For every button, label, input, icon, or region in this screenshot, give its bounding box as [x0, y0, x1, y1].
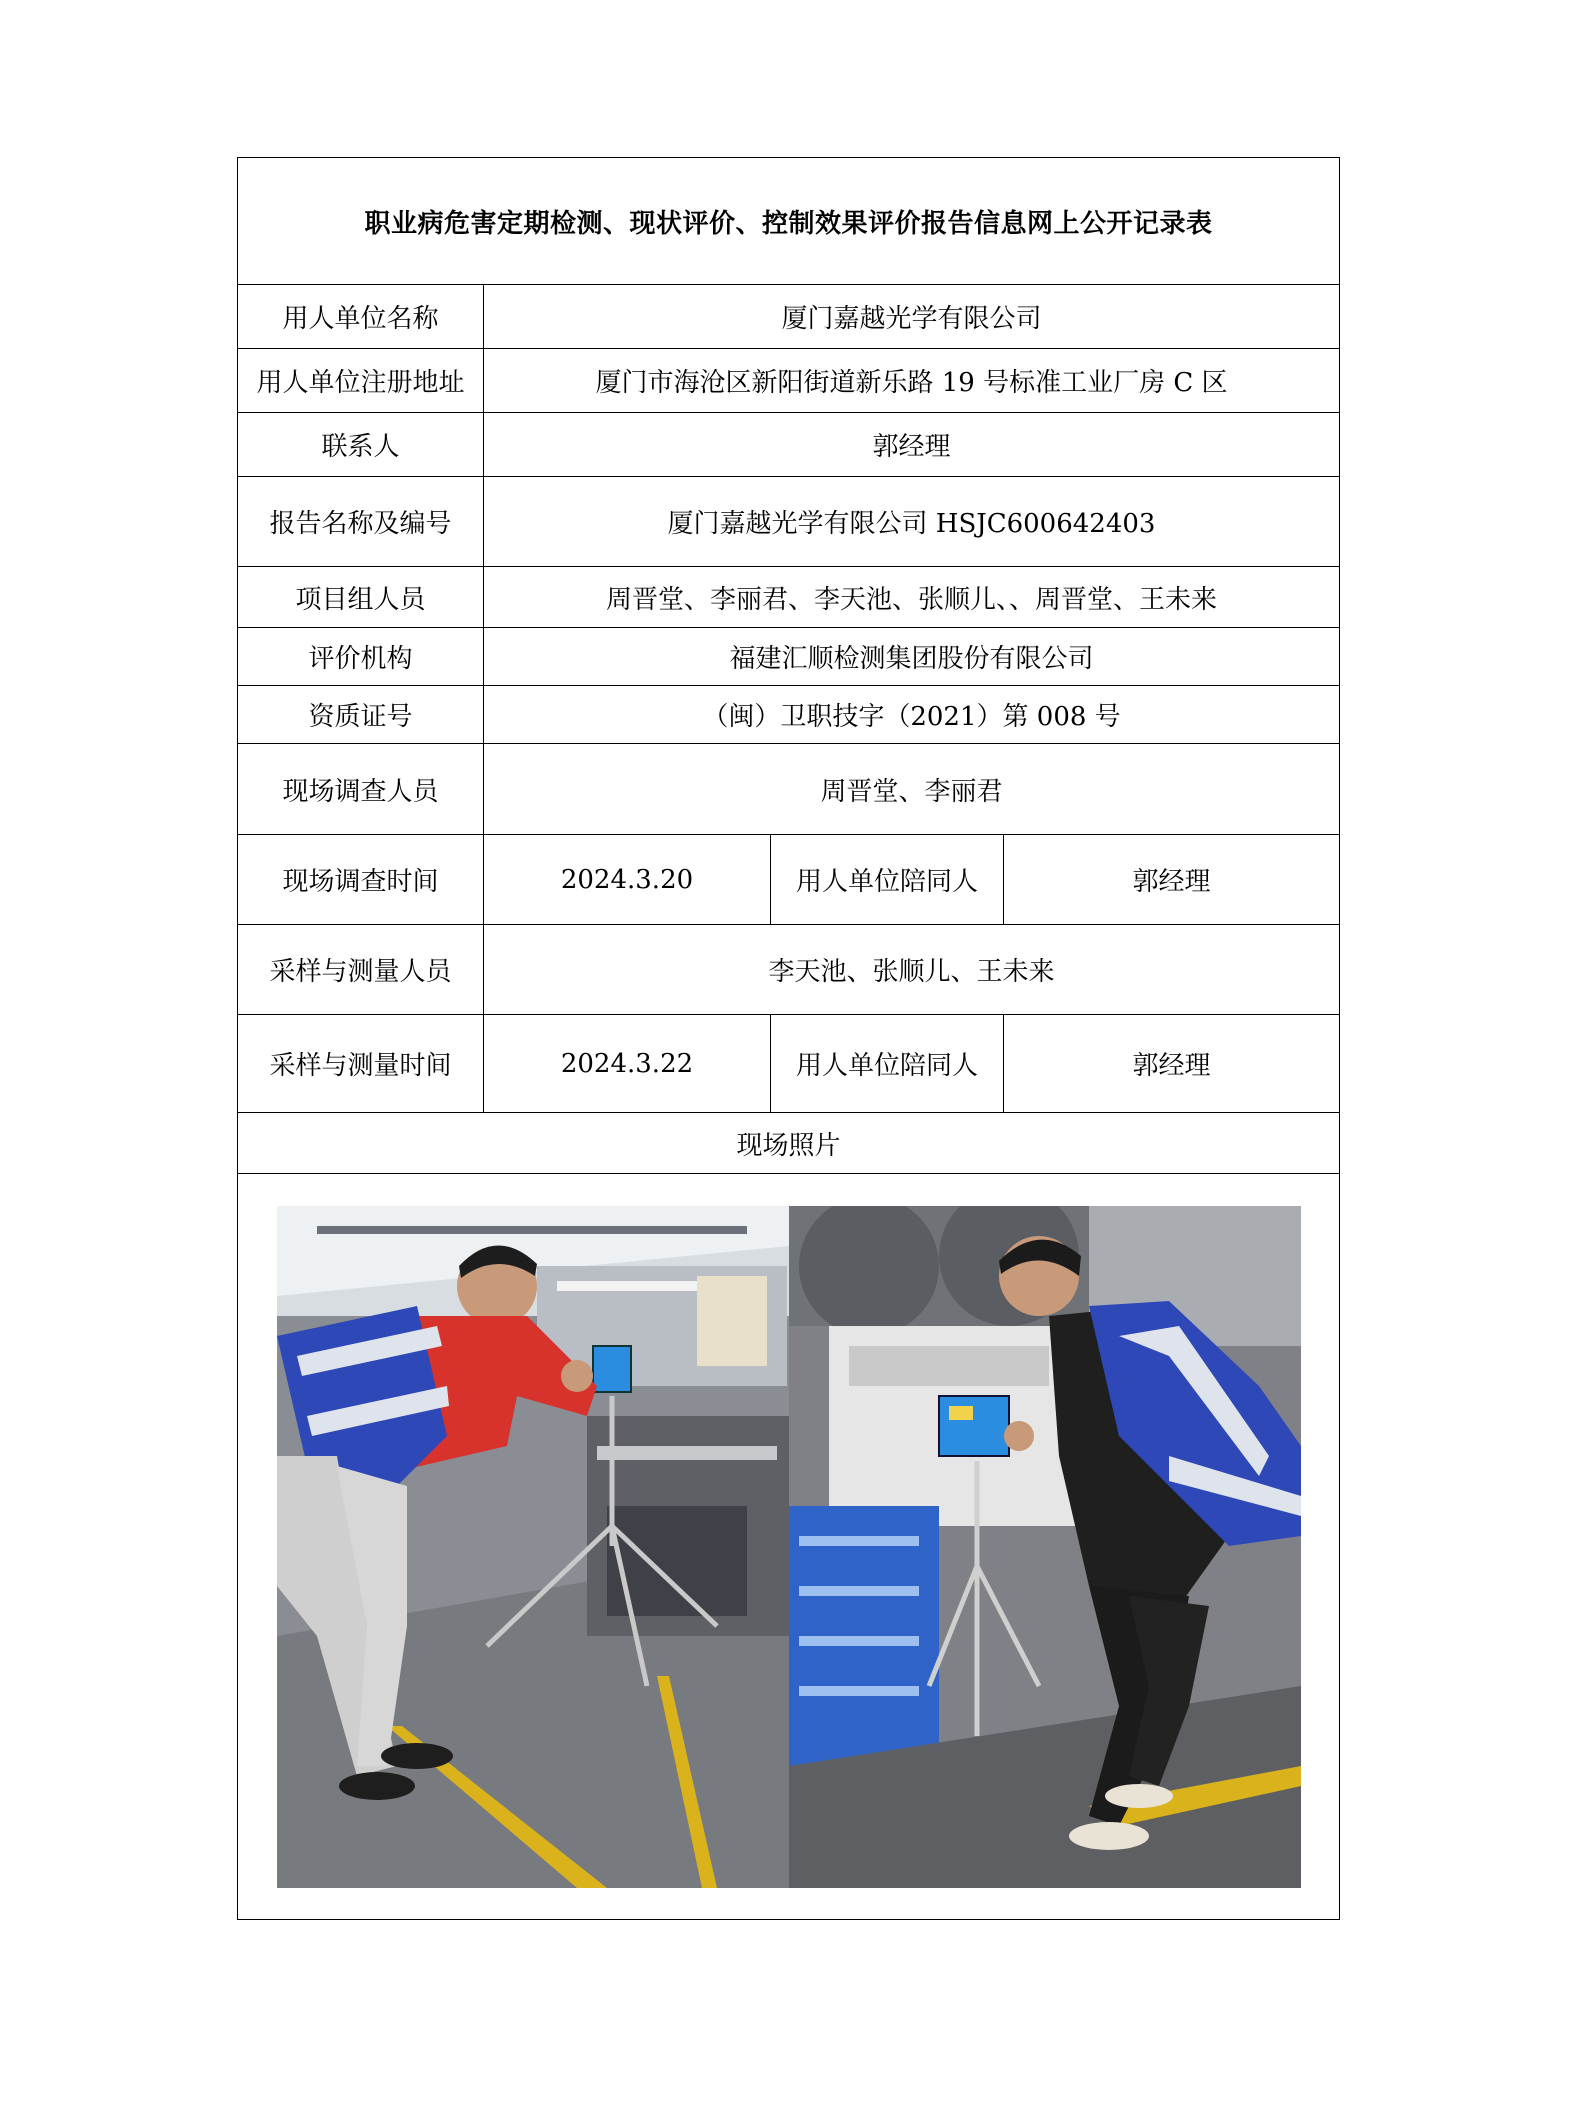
- record-form: [237, 157, 1339, 1920]
- survey-time-value: 2024.3.20: [484, 835, 771, 925]
- team-label: 项目组人员: [238, 567, 484, 628]
- site-photo-survey: [277, 1206, 789, 1888]
- license-label: 资质证号: [238, 686, 484, 744]
- agency-value: 福建汇顺检测集团股份有限公司: [484, 628, 1340, 686]
- photos-cell: [238, 1174, 1340, 1920]
- contact-value: 郭经理: [484, 413, 1340, 477]
- employer-name-value: 厦门嘉越光学有限公司: [484, 285, 1340, 349]
- sampling-companion-label: 用人单位陪同人: [771, 1015, 1004, 1113]
- site-photos: [277, 1206, 1301, 1888]
- sampling-staff-value: 李天池、张顺儿、王未来: [484, 925, 1340, 1015]
- sampling-time-value: 2024.3.22: [484, 1015, 771, 1113]
- photos-label: 现场照片: [238, 1113, 1340, 1174]
- license-value: （闽）卫职技字（2021）第 008 号: [484, 686, 1340, 744]
- contact-label: 联系人: [238, 413, 484, 477]
- employer-address-value: 厦门市海沧区新阳街道新乐路 19 号标准工业厂房 C 区: [484, 349, 1340, 413]
- form-title: 职业病危害定期检测、现状评价、控制效果评价报告信息网上公开记录表: [238, 158, 1340, 285]
- sampling-companion-value: 郭经理: [1004, 1015, 1340, 1113]
- survey-staff-value: 周晋堂、李丽君: [484, 744, 1340, 835]
- employer-address-label: 用人单位注册地址: [238, 349, 484, 413]
- survey-companion-label: 用人单位陪同人: [771, 835, 1004, 925]
- survey-companion-value: 郭经理: [1004, 835, 1340, 925]
- employer-name-label: 用人单位名称: [238, 285, 484, 349]
- report-value: 厦门嘉越光学有限公司 HSJC600642403: [484, 477, 1340, 567]
- survey-time-label: 现场调查时间: [238, 835, 484, 925]
- team-value: 周晋堂、李丽君、李天池、张顺儿、、周晋堂、王未来: [484, 567, 1340, 628]
- agency-label: 评价机构: [238, 628, 484, 686]
- site-photo-sampling: [789, 1206, 1301, 1888]
- sampling-staff-label: 采样与测量人员: [238, 925, 484, 1015]
- report-label: 报告名称及编号: [238, 477, 484, 567]
- survey-staff-label: 现场调查人员: [238, 744, 484, 835]
- sampling-time-label: 采样与测量时间: [238, 1015, 484, 1113]
- record-table: [237, 157, 1340, 1920]
